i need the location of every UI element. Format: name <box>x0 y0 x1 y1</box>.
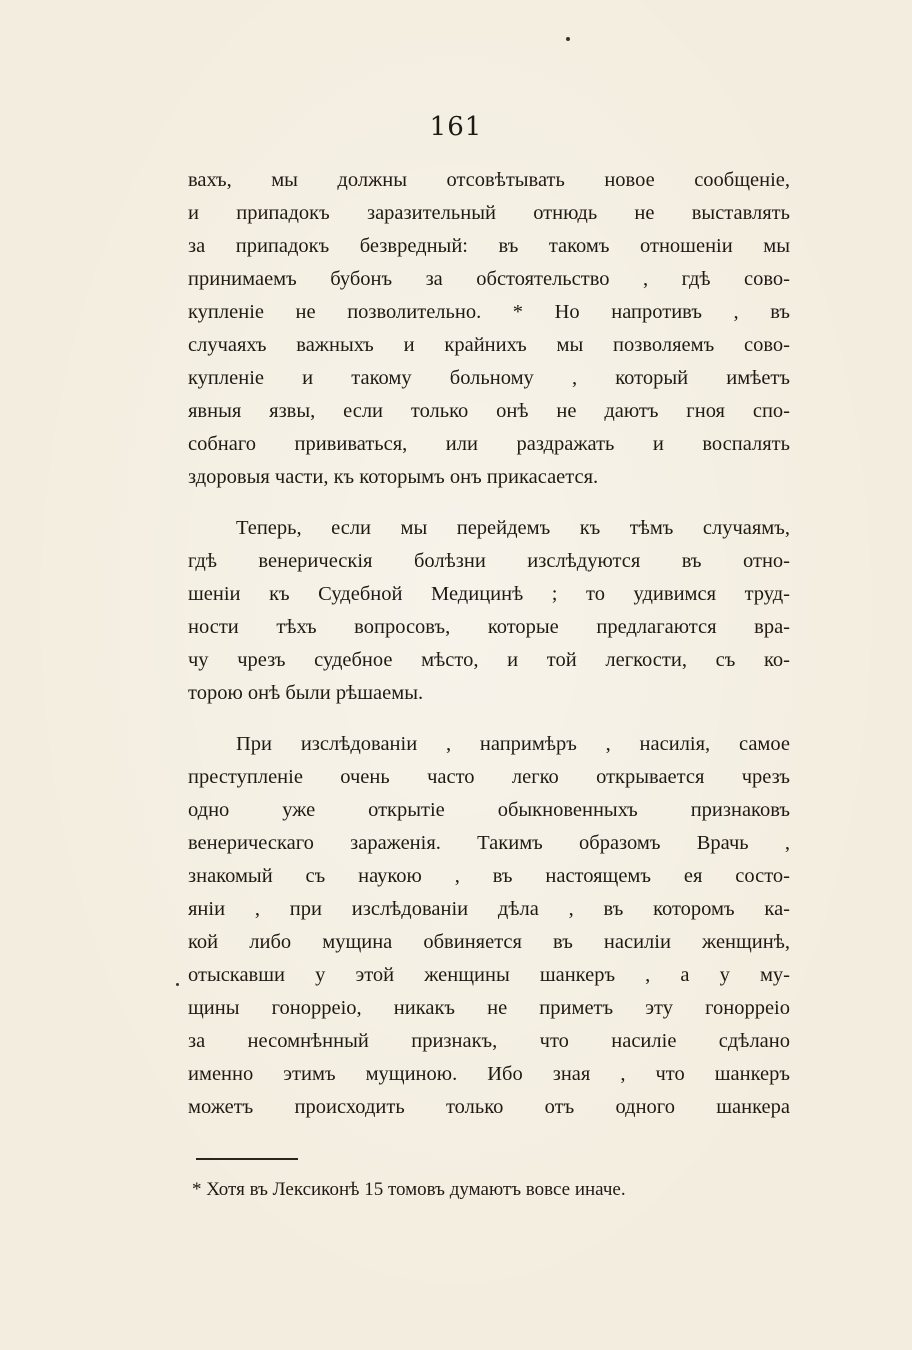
ink-speck <box>176 983 179 986</box>
text-line: купленіе и такому больному , который имѣетъ <box>188 367 790 389</box>
footnote-divider <box>196 1158 298 1160</box>
text-line: вахъ, мы должны отсовѣтывать новое сообщеніе, <box>188 169 790 191</box>
text-line: Теперь, если мы перейдемъ къ тѣмъ случаямъ, <box>236 517 790 539</box>
text-line: яніи , при изслѣдованіи дѣла , въ которомъ ка- <box>188 898 790 920</box>
main-text <box>188 164 790 1124</box>
text-line: случаяхъ важныхъ и крайнихъ мы позволяемъ сово- <box>188 334 790 356</box>
text-line: принимаемъ бубонъ за обстоятельство , гдѣ сово- <box>188 268 790 290</box>
text-line: отыскавши у этой женщины шанкеръ , а у му- <box>188 964 790 986</box>
text-line: чу чрезъ судебное мѣсто, и той легкости, съ ко- <box>188 649 790 671</box>
paragraph <box>188 728 790 1124</box>
text-line: преступленіе очень часто легко открывается чрезъ <box>188 766 790 788</box>
text-line: и припадокъ заразительный отнюдь не выставлять <box>188 202 790 224</box>
text-line: можетъ происходить только отъ одного шанкера <box>188 1096 790 1118</box>
paragraph <box>188 512 790 710</box>
text-line: именно этимъ мущиною. Ибо зная , что шанкеръ <box>188 1063 790 1085</box>
text-line: щины гонорреio, никакъ не приметъ эту гонорреio <box>188 997 790 1019</box>
text-line: ности тѣхъ вопросовъ, которые предлагаются вра- <box>188 616 790 638</box>
page-number: 161 <box>429 112 483 142</box>
text-line: собнаго прививаться, или раздражать и воспалять <box>188 433 790 455</box>
footnote: * Хотя въ Лексиконѣ 15 томовъ думаютъ вовсе иначе. <box>192 1179 626 1200</box>
text-line: явныя язвы, если только онѣ не даютъ гноя спо- <box>188 400 790 422</box>
text-line: одно уже открытіе обыкновенныхъ признаковъ <box>188 799 790 821</box>
text-line: кой либо мущина обвиняется въ насиліи женщинѣ, <box>188 931 790 953</box>
text-line: знакомый съ наукою , въ настоящемъ ея состо- <box>188 865 790 887</box>
text-line: за несомнѣнный признакъ, что насиліе сдѣлано <box>188 1030 790 1052</box>
text-line: за припадокъ безвредный: въ такомъ отношеніи мы <box>188 235 790 257</box>
text-line: купленіе не позволительно. * Но напротивъ , въ <box>188 301 790 323</box>
text-line: венерическаго зараженія. Такимъ образомъ Врачь , <box>188 832 790 854</box>
text-line: здоровыя части, къ которымъ онъ прикасается. <box>188 466 599 488</box>
paragraph <box>188 164 790 494</box>
text-line: гдѣ венерическія болѣзни изслѣдуются въ отно- <box>188 550 790 572</box>
text-line: торою онѣ были рѣшаемы. <box>188 682 424 704</box>
ink-speck <box>566 37 570 41</box>
text-line: При изслѣдованіи , напримѣръ , насилія, самое <box>236 733 790 755</box>
text-line: шеніи къ Судебной Медицинѣ ; то удивимся труд- <box>188 583 790 605</box>
